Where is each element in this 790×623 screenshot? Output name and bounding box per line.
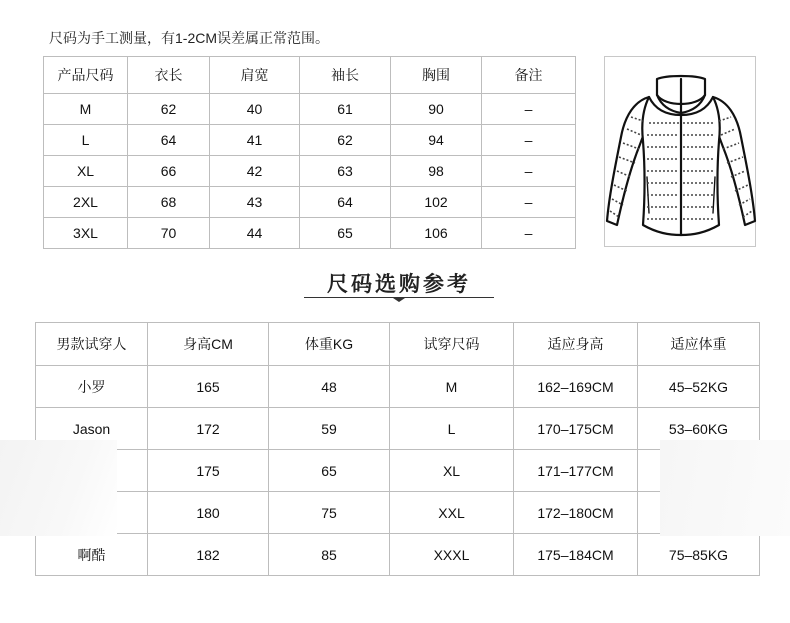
- cell-height: 180: [148, 492, 269, 534]
- cell-length: 64: [128, 125, 210, 156]
- cell-size: XL: [44, 156, 128, 187]
- fit-table-header-row: [36, 323, 760, 366]
- cell-height: 165: [148, 366, 269, 408]
- cell-size: L: [44, 125, 128, 156]
- cell-shoulder: 43: [210, 187, 300, 218]
- table-row: [36, 534, 760, 576]
- cell-shoulder: 40: [210, 94, 300, 125]
- cell-sleeve: 63: [300, 156, 391, 187]
- cell-length: 66: [128, 156, 210, 187]
- cell-tried-size: L: [390, 408, 514, 450]
- cell-sleeve: 65: [300, 218, 391, 249]
- header-remark: 备注: [482, 57, 576, 94]
- cell-tester: Jason: [36, 408, 148, 450]
- cell-weight: 75: [269, 492, 390, 534]
- header-tried-size: 试穿尺码: [390, 323, 514, 366]
- header-sleeve: 袖长: [300, 57, 391, 94]
- cell-tried-size: XXXL: [390, 534, 514, 576]
- cell-height: 172: [148, 408, 269, 450]
- cell-tried-size: M: [390, 366, 514, 408]
- table-row: [44, 218, 576, 249]
- title-arrow-icon: [393, 298, 405, 302]
- cell-sleeve: 61: [300, 94, 391, 125]
- cell-remark: –: [482, 156, 576, 187]
- table-row: [36, 408, 760, 450]
- cell-chest: 106: [391, 218, 482, 249]
- cell-tried-size: XL: [390, 450, 514, 492]
- table-row: [44, 187, 576, 218]
- cell-length: 62: [128, 94, 210, 125]
- cell-chest: 94: [391, 125, 482, 156]
- cell-tried-size: XXL: [390, 492, 514, 534]
- table-row: [44, 125, 576, 156]
- cell-fit-height: 171–177CM: [514, 450, 638, 492]
- cell-fit-weight: 53–60KG: [638, 408, 760, 450]
- header-size: 产品尺码: [44, 57, 128, 94]
- table-row: [44, 156, 576, 187]
- cell-weight: 65: [269, 450, 390, 492]
- cell-fit-height: 170–175CM: [514, 408, 638, 450]
- cell-weight: 48: [269, 366, 390, 408]
- fit-reference-table: [35, 322, 760, 576]
- cell-length: 70: [128, 218, 210, 249]
- cell-remark: –: [482, 94, 576, 125]
- table-row: [36, 450, 760, 492]
- cell-remark: –: [482, 125, 576, 156]
- redaction-overlay-left: [0, 440, 117, 536]
- header-shoulder: 肩宽: [210, 57, 300, 94]
- header-tester: 男款试穿人: [36, 323, 148, 366]
- cell-remark: –: [482, 187, 576, 218]
- cell-shoulder: 44: [210, 218, 300, 249]
- header-fit-height: 适应身高: [514, 323, 638, 366]
- cell-tester: 啊酷: [36, 534, 148, 576]
- cell-chest: 90: [391, 94, 482, 125]
- cell-shoulder: 41: [210, 125, 300, 156]
- table-row: [36, 366, 760, 408]
- redaction-overlay-right: [660, 440, 790, 536]
- cell-chest: 102: [391, 187, 482, 218]
- cell-tester: 小罗: [36, 366, 148, 408]
- cell-chest: 98: [391, 156, 482, 187]
- cell-size: 2XL: [44, 187, 128, 218]
- cell-fit-height: 175–184CM: [514, 534, 638, 576]
- cell-shoulder: 42: [210, 156, 300, 187]
- header-length: 衣长: [128, 57, 210, 94]
- cell-size: M: [44, 94, 128, 125]
- cell-remark: –: [482, 218, 576, 249]
- cell-sleeve: 62: [300, 125, 391, 156]
- cell-height: 175: [148, 450, 269, 492]
- cell-weight: 59: [269, 408, 390, 450]
- size-table-header-row: [44, 57, 576, 94]
- section-title: 尺码选购参考: [327, 273, 471, 296]
- size-chart-table: [43, 56, 576, 249]
- cell-fit-weight: 75–85KG: [638, 534, 760, 576]
- jacket-sketch-icon: [605, 57, 757, 248]
- cell-length: 68: [128, 187, 210, 218]
- table-row: [36, 492, 760, 534]
- header-weight: 体重KG: [269, 323, 390, 366]
- cell-size: 3XL: [44, 218, 128, 249]
- header-fit-weight: 适应体重: [638, 323, 760, 366]
- header-chest: 胸围: [391, 57, 482, 94]
- jacket-illustration: [604, 56, 756, 247]
- header-height: 身高CM: [148, 323, 269, 366]
- cell-sleeve: 64: [300, 187, 391, 218]
- table-row: [44, 94, 576, 125]
- measurement-note: 尺码为手工测量，有1-2CM误差属正常范围。: [49, 30, 330, 46]
- cell-fit-height: 172–180CM: [514, 492, 638, 534]
- cell-fit-height: 162–169CM: [514, 366, 638, 408]
- cell-fit-weight: 45–52KG: [638, 366, 760, 408]
- cell-weight: 85: [269, 534, 390, 576]
- cell-height: 182: [148, 534, 269, 576]
